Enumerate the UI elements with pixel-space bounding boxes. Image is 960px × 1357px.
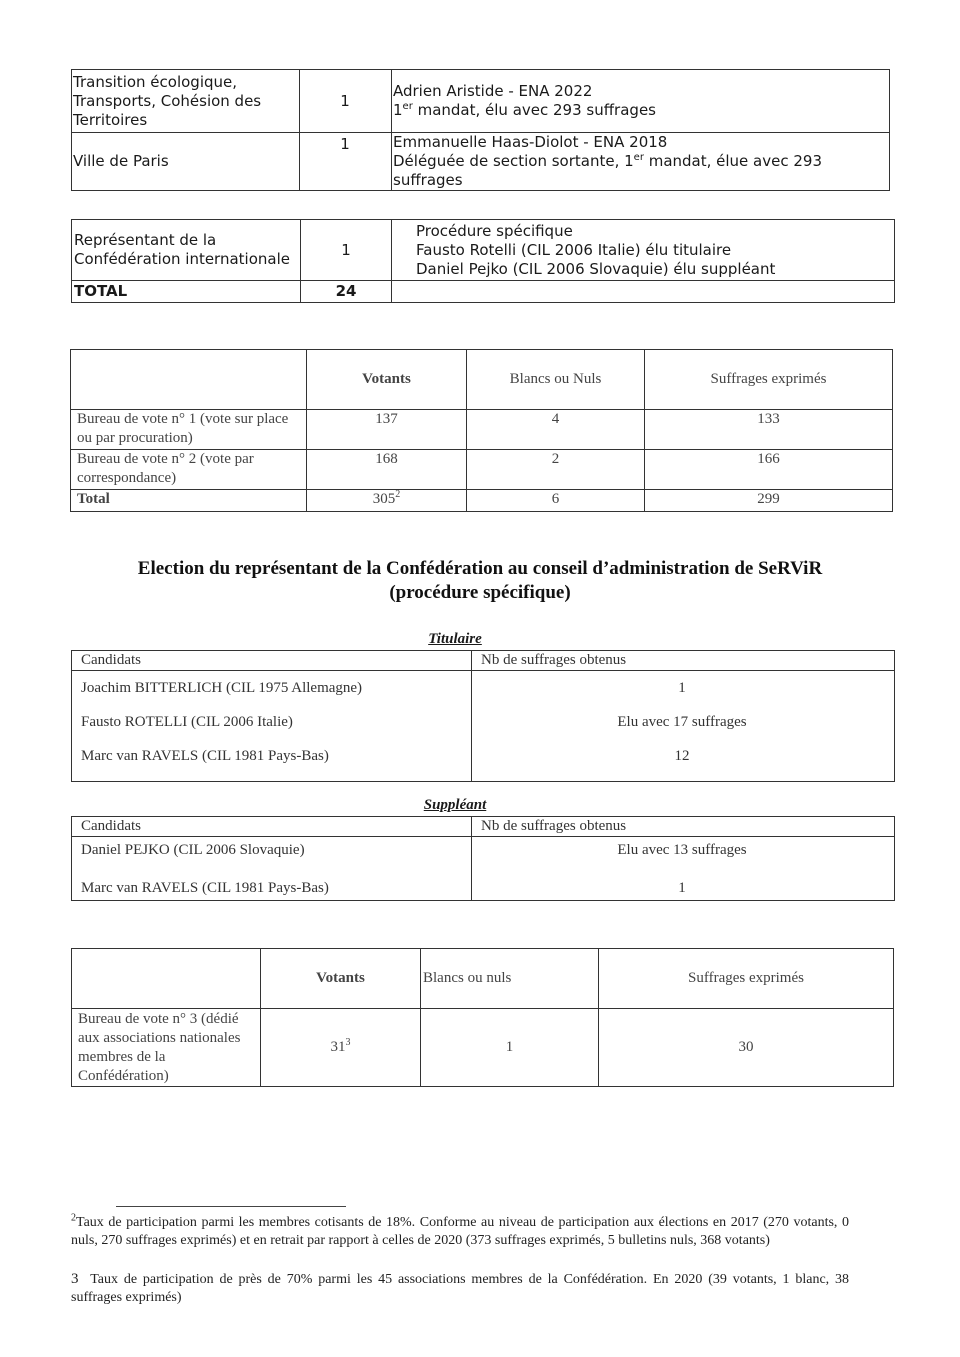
footnote — [71, 1214, 849, 1250]
table-row — [71, 410, 893, 450]
candidates-list — [72, 671, 472, 782]
titulaire-title: Titulaire — [428, 631, 482, 647]
votants-value: 168 — [307, 450, 467, 490]
elected-name: Adrien Aristide - ENA 2022 — [393, 82, 593, 100]
candidate-votes: 12 — [674, 748, 690, 764]
table-row — [72, 671, 895, 782]
footnote-mark: 2 — [71, 1212, 76, 1224]
section-name: Ville de Paris — [72, 133, 300, 191]
table-row — [72, 1009, 894, 1087]
table-header-row — [72, 817, 895, 837]
titulaire-table — [71, 650, 895, 782]
total-blancs: 6 — [467, 490, 645, 512]
footnote-ref[interactable]: 3 — [345, 1037, 351, 1048]
header-votants: Votants — [261, 949, 421, 1009]
confederation-label: Représentant de la Confédération internationale — [72, 220, 301, 281]
candidate-votes: 1 — [678, 880, 686, 896]
confederation-details: Procédure spécifique Fausto Rotelli (CIL 2006 Italie) élu titulaire Daniel Pejko (CIL 2006 Slovaquie) élu suppléant — [392, 220, 895, 281]
suppleant-table — [71, 816, 895, 901]
candidate-votes: Elu avec 13 suffrages — [617, 842, 747, 858]
bureau-label: Bureau de vote n° 3 (dédié aux associations nationales membres de la Confédération) — [72, 1009, 261, 1087]
election-heading: Election du représentant de la Confédération au conseil d’administration de SeRViR (procédure spécifique) — [137, 558, 823, 603]
elected-name: Emmanuelle Haas-Diolot - ENA 2018 — [393, 133, 668, 151]
votes-list — [472, 671, 895, 782]
header-blancs: Blancs ou Nuls — [467, 350, 645, 410]
header-suffrages: Nb de suffrages obtenus — [472, 817, 895, 837]
header-exprimes: Suffrages exprimés — [645, 350, 893, 410]
total-row — [71, 490, 893, 512]
total-exprimes: 299 — [645, 490, 893, 512]
elected-mandate: 1er mandat, élu avec 293 suffrages — [393, 101, 656, 119]
table-row — [71, 450, 893, 490]
candidate-votes: 1 — [678, 680, 686, 696]
footnote-ref[interactable]: 2 — [395, 489, 401, 500]
section-elected — [392, 70, 890, 133]
header-blancs: Blancs ou nuls — [421, 949, 599, 1009]
votants-value: 137 — [307, 410, 467, 450]
total-row — [72, 281, 895, 303]
total-label: Total — [71, 490, 307, 512]
candidate-name: Marc van RAVELS (CIL 1981 Pays-Bas) — [81, 880, 329, 896]
exprimes-value: 166 — [645, 450, 893, 490]
footnote-mark: 3 — [71, 1271, 79, 1287]
footnote — [71, 1270, 849, 1307]
section-elected — [392, 133, 890, 191]
sections-table — [71, 69, 890, 191]
exprimes-value: 133 — [645, 410, 893, 450]
table-row — [72, 837, 895, 901]
table-row — [72, 133, 890, 191]
footnote-text: Taux de participation de près de 70% parmi les 45 associations membres de la Confédération. En 2020 (39 votants, 1 blanc, 38 suffrages exprimés) — [71, 1272, 849, 1305]
candidate-name: Joachim BITTERLICH (CIL 1975 Allemagne) — [81, 680, 363, 696]
exprimes-value: 30 — [599, 1009, 894, 1087]
bureau-label: Bureau de vote n° 1 (vote sur place ou par procuration) — [71, 410, 307, 450]
candidate-name: Marc van RAVELS (CIL 1981 Pays-Bas) — [81, 748, 329, 764]
section-seats: 1 — [300, 70, 392, 133]
table-row — [72, 220, 895, 281]
elected-mandate: Déléguée de section sortante, 1er mandat, élue avec 293 suffrages — [393, 152, 822, 189]
bureau3-table — [71, 948, 894, 1087]
footnote-text: Taux de participation parmi les membres cotisants de 18%. Conforme au niveau de participation aux élections en 2017 (270 votants, 0 nuls, 270 suffrages exprimés) et en retrait par rapport à celles de 2020 (373 suffrages exprimés, 5 bulletins nuls, 368 votants) — [71, 1215, 849, 1248]
candidate-votes: Elu avec 17 suffrages — [617, 714, 747, 730]
candidate-name: Fausto ROTELLI (CIL 2006 Italie) — [81, 714, 293, 730]
suppleant-title: Suppléant — [423, 797, 487, 813]
table-header-row — [72, 949, 894, 1009]
confederation-seats: 1 — [301, 220, 392, 281]
header-exprimes: Suffrages exprimés — [599, 949, 894, 1009]
candidates-list — [72, 837, 472, 901]
total-votants: $305^2$ — [307, 490, 467, 512]
bureau-label: Bureau de vote n° 2 (vote par correspondance) — [71, 450, 307, 490]
header-candidats: Candidats — [72, 817, 472, 837]
table-header-row — [72, 651, 895, 671]
votes-table — [70, 349, 893, 512]
candidate-name: Daniel PEJKO (CIL 2006 Slovaquie) — [81, 842, 305, 858]
table-header-row — [71, 350, 893, 410]
confederation-table — [71, 219, 895, 303]
votants-value: $31^3$ — [261, 1009, 421, 1087]
blancs-value: 4 — [467, 410, 645, 450]
section-name: Transition écologique, Transports, Cohésion des Territoires — [72, 70, 300, 133]
blancs-value: 2 — [467, 450, 645, 490]
header-votants: Votants — [307, 350, 467, 410]
header-candidats: Candidats — [72, 651, 472, 671]
total-label: TOTAL — [72, 281, 301, 303]
blancs-value: 1 — [421, 1009, 599, 1087]
footnote-separator — [116, 1206, 346, 1207]
header-suffrages: Nb de suffrages obtenus — [472, 651, 895, 671]
table-row — [72, 70, 890, 133]
section-seats: 1 — [300, 133, 392, 191]
total-value: 24 — [301, 281, 392, 303]
votes-list — [472, 837, 895, 901]
